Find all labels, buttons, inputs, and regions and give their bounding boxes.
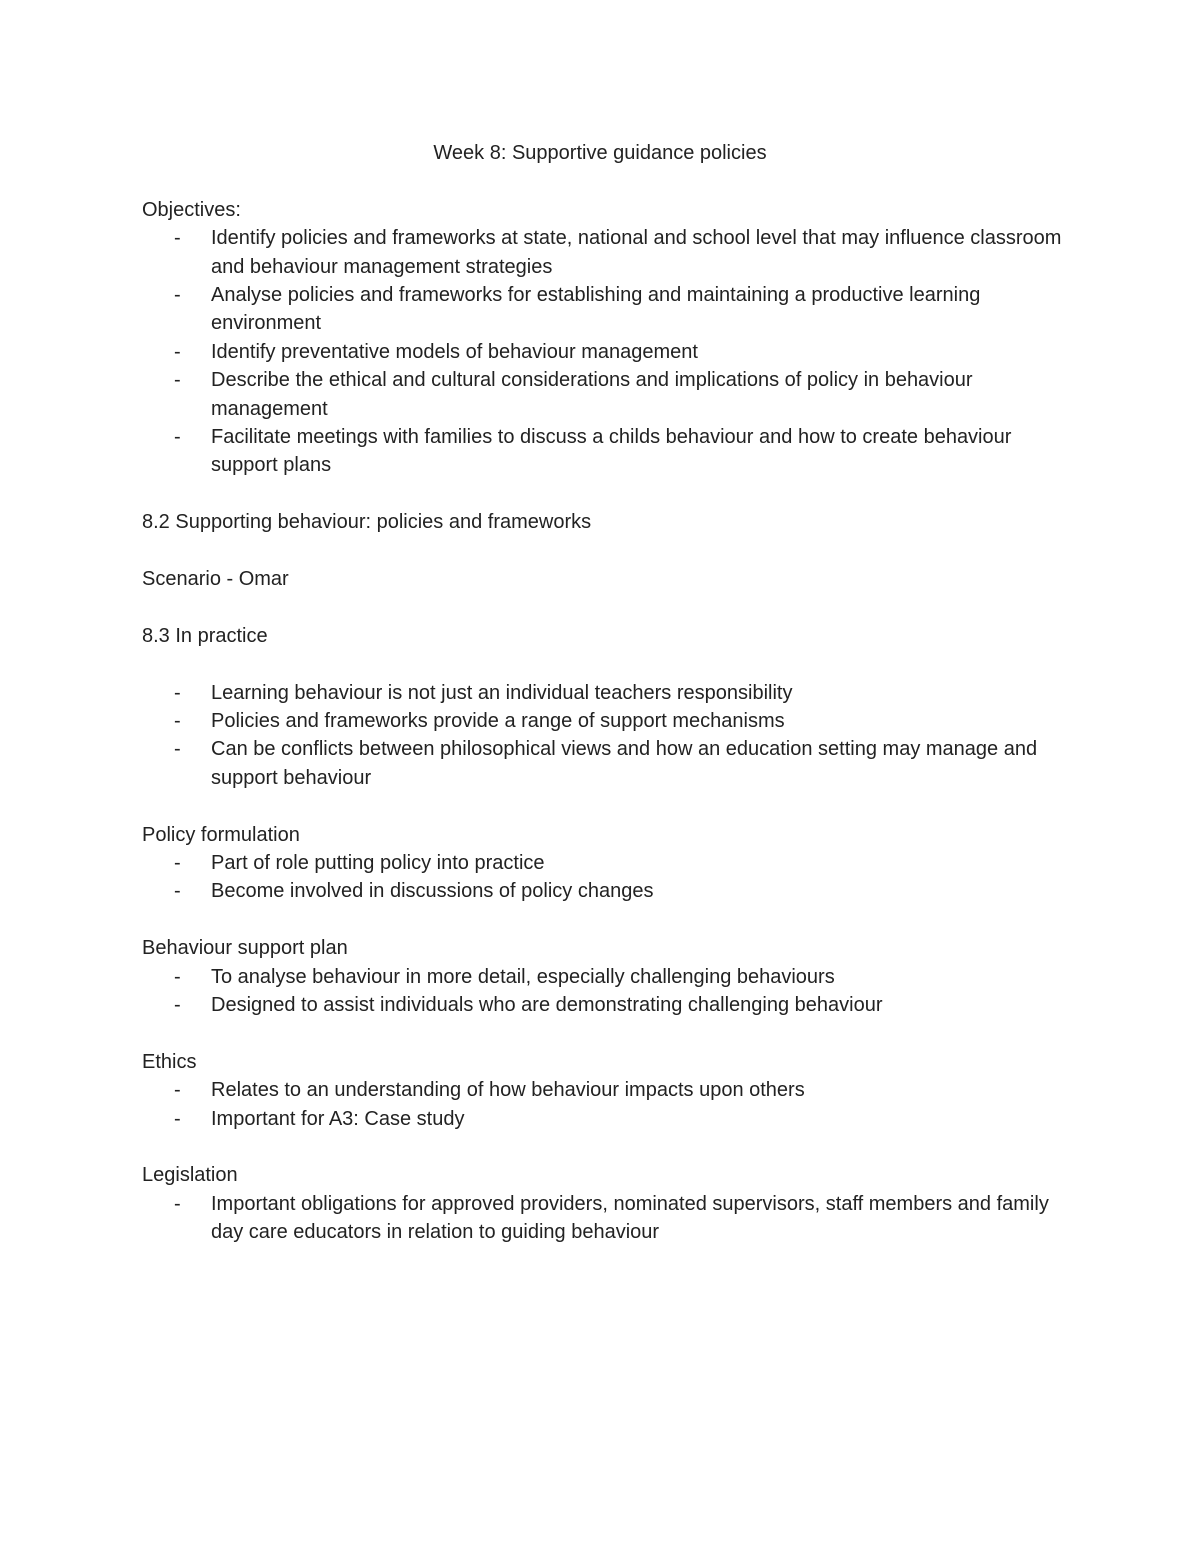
list-item-text: Part of role putting policy into practice [211,852,545,875]
dash-bullet: - [174,1079,181,1102]
dash-bullet: - [174,852,181,875]
spacer [142,906,1062,934]
dash-bullet: - [174,227,181,250]
spacer [142,792,1062,820]
list-item-text: Describe the ethical and cultural considerations and implications of policy in behaviour management [211,369,973,420]
legislation-list [142,1190,1062,1247]
list-item-text: Designed to assist individuals who are demonstrating challenging behaviour [211,994,883,1017]
list-item [142,281,1062,338]
dash-bullet: - [174,965,181,988]
legislation-heading: Legislation [142,1164,238,1187]
behaviour-support-plan-list [142,963,1062,1020]
list-item-text: Analyse policies and frameworks for establishing and maintaining a productive learning environment [211,284,981,335]
spacer [142,480,1062,508]
dash-bullet: - [174,284,181,306]
dash-bullet: - [174,1107,181,1130]
list-item [142,735,1062,792]
list-item-text: Identify policies and frameworks at state, national and school level that may influence classroom and behaviour management strategies [211,227,1062,278]
spacer [142,650,1062,678]
spacer [142,1019,1062,1047]
list-item-text: Can be conflicts between philosophical views and how an education setting may manage and support behaviour [211,738,1038,789]
dash-bullet: - [174,681,181,704]
list-item-text: Important for A3: Case study [211,1107,465,1130]
dash-bullet: - [174,994,181,1017]
list-item-text: Learning behaviour is not just an individual teachers responsibility [211,681,793,704]
list-item [142,224,1062,281]
ethics-heading: Ethics [142,1050,197,1073]
list-item-text: Policies and frameworks provide a range of support mechanisms [211,710,785,733]
list-item-text: Facilitate meetings with families to discuss a childs behaviour and how to create behaviour support plans [211,426,1012,477]
list-item [142,707,1062,735]
list-item [142,877,1062,905]
dash-bullet: - [174,426,181,449]
section-8-2-heading: 8.2 Supporting behaviour: policies and frameworks [142,511,592,534]
list-item [142,679,1062,707]
in-practice-list [142,679,1062,793]
objectives-heading: Objectives: [142,198,241,221]
dash-bullet: - [174,880,181,903]
ethics-list [142,1076,1062,1133]
behaviour-support-plan-heading: Behaviour support plan [142,937,348,960]
spacer [142,167,1062,195]
list-item-text: To analyse behaviour in more detail, especially challenging behaviours [211,965,835,988]
list-item [142,1190,1062,1247]
spacer [142,1133,1062,1161]
dash-bullet: - [174,340,181,363]
spacer [142,593,1062,621]
scenario-heading: Scenario - Omar [142,568,289,591]
list-item [142,991,1062,1019]
list-item [142,366,1062,423]
list-item [142,1076,1062,1104]
document-page [142,139,1062,1247]
list-item [142,338,1062,366]
list-item [142,423,1062,480]
spacer [142,537,1062,565]
section-8-3-heading: 8.3 In practice [142,624,268,647]
policy-formulation-list [142,849,1062,906]
list-item-text: Identify preventative models of behaviour management [211,340,698,363]
list-item [142,963,1062,991]
dash-bullet: - [174,369,181,392]
policy-formulation-heading: Policy formulation [142,823,300,846]
dash-bullet: - [174,710,181,733]
list-item-text: Important obligations for approved providers, nominated supervisors, staff members and family day care educators in relation to guiding behaviour [211,1192,1049,1244]
objectives-list [142,224,1062,480]
list-item [142,1105,1062,1133]
document-title: Week 8: Supportive guidance policies [433,142,767,164]
list-item-text: Relates to an understanding of how behaviour impacts upon others [211,1079,805,1102]
dash-bullet: - [174,1192,181,1215]
dash-bullet: - [174,738,181,761]
list-item [142,849,1062,877]
list-item-text: Become involved in discussions of policy changes [211,880,654,903]
